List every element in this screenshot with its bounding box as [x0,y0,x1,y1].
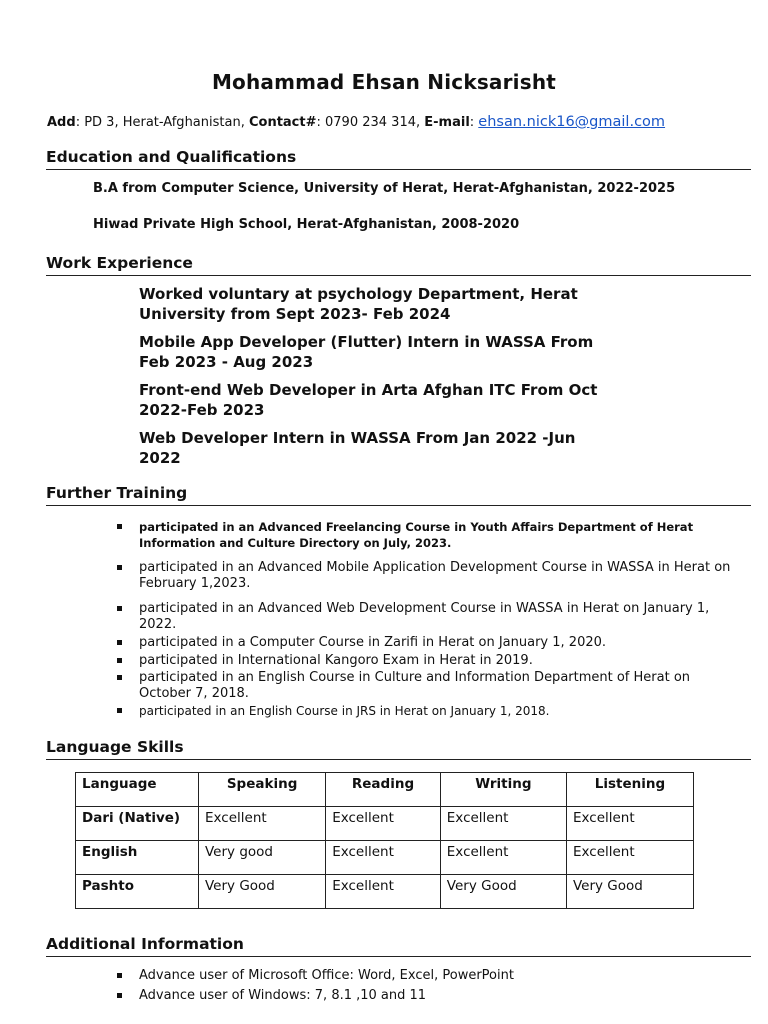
work-heading: Work Experience [46,254,751,276]
language-name: English [76,841,199,875]
table-cell: Very Good [566,875,693,909]
language-table [75,772,694,909]
work-item: Worked voluntary at psychology Department, Herat University from Sept 2023- Feb 2024 [139,285,578,323]
contact-label: Contact# [248,115,317,130]
training-item: participated in a Computer Course in Zarifi in Herat on January 1, 2020. [117,635,732,651]
bullet-icon [117,606,122,611]
table-header-row [76,773,694,807]
additional-heading: Additional Information [46,935,751,957]
languages-heading: Language Skills [46,738,751,760]
column-header: Writing [440,773,566,807]
table-cell: Excellent [326,841,441,875]
column-header: Speaking [199,773,326,807]
bullet-icon [117,993,122,998]
bullet-icon [117,524,122,529]
column-header: Listening [566,773,693,807]
training-item: participated in an English Course in JRS in Herat on January 1, 2018. [117,703,732,719]
table-cell: Very Good [199,875,326,909]
table-cell: Excellent [566,841,693,875]
table-cell: Very good [199,841,326,875]
table-cell: Excellent [326,807,441,841]
education-heading: Education and Qualifications [46,148,751,170]
bullet-icon [117,640,122,645]
phone-value: : 0790 234 314, [316,115,425,130]
bullet-icon [117,708,122,713]
email-link[interactable]: ehsan.nick16@gmail.com [478,114,666,130]
additional-item: Advance user of Windows: 7, 8.1 ,10 and 11 [117,988,732,1004]
bullet-icon [117,973,122,978]
training-heading: Further Training [46,484,751,506]
table-cell: Excellent [566,807,693,841]
table-cell: Excellent [440,841,566,875]
column-header: Language [76,773,199,807]
table-cell: Excellent [199,807,326,841]
additional-item: Advance user of Microsoft Office: Word, Excel, PowerPoint [117,968,732,984]
table-row [76,807,694,841]
table-row [76,875,694,909]
email-label: E-mail [424,115,470,130]
bullet-icon [117,675,122,680]
bullet-icon [117,658,122,663]
work-item: Mobile App Developer (Flutter) Intern in WASSA From Feb 2023 - Aug 2023 [139,333,594,371]
education-item: B.A from Computer Science, University of Herat, Herat-Afghanistan, 2022-2025 [93,181,676,196]
training-item: participated in an English Course in Culture and Information Department of Herat on October 7, 2018. [117,670,732,702]
bullet-icon [117,565,122,570]
table-cell: Excellent [440,807,566,841]
training-item: participated in an Advanced Web Development Course in WASSA in Herat on January 1, 2022. [117,601,732,633]
table-cell: Very Good [440,875,566,909]
training-item: participated in an Advanced Mobile Application Development Course in WASSA in Herat on February 1,2023. [117,560,732,592]
language-name: Dari (Native) [76,807,199,841]
training-item: participated in International Kangoro Exam in Herat in 2019. [117,653,732,669]
table-cell: Excellent [326,875,441,909]
contact-line [47,114,665,130]
column-header: Reading [326,773,441,807]
work-item: Front-end Web Developer in Arta Afghan ITC From Oct 2022-Feb 2023 [139,381,598,419]
resume-name: Mohammad Ehsan Nicksarisht [211,70,557,94]
table-row [76,841,694,875]
email-separator: : [469,115,479,130]
education-item: Hiwad Private High School, Herat-Afghanistan, 2008-2020 [93,217,520,232]
address-label: Add [47,115,76,130]
work-item: Web Developer Intern in WASSA From Jan 2022 -Jun 2022 [139,429,576,467]
address-value: : PD 3, Herat-Afghanistan, [75,115,249,130]
language-name: Pashto [76,875,199,909]
training-item: participated in an Advanced Freelancing Course in Youth Affairs Department of Herat Information and Culture Directory on July, 2023. [117,519,732,551]
